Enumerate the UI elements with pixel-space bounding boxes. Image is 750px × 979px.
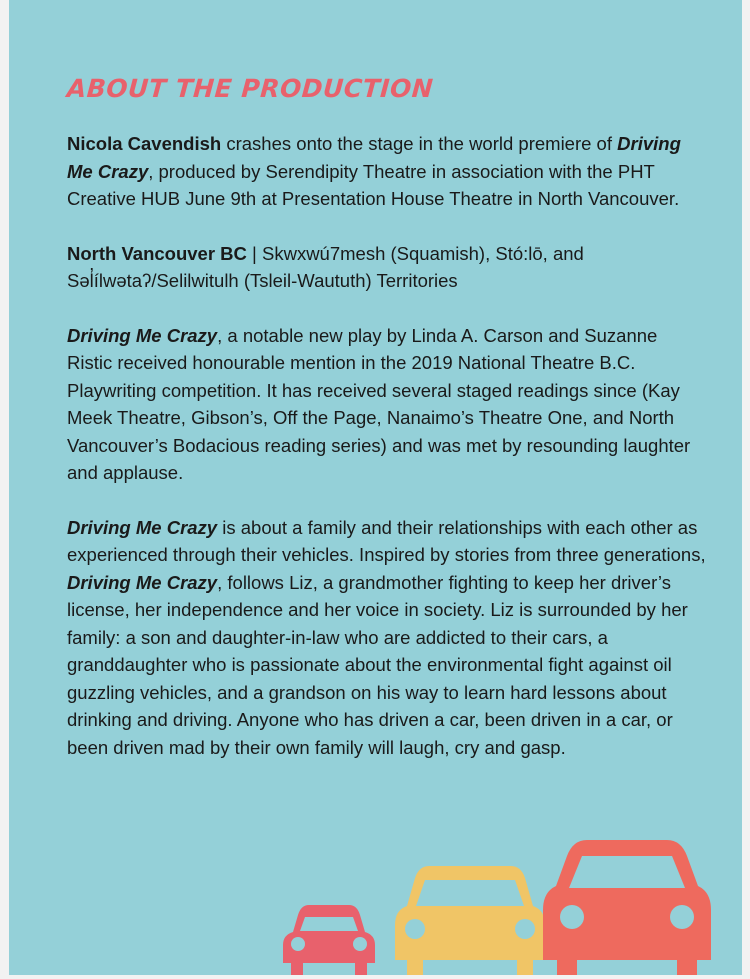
play-title: Driving Me Crazy	[67, 571, 218, 593]
text-run: , follows Liz, a grandmother fighting to keep her driver’s license, her independence and her voice in society. Liz is surrounded by her family: a son and daughter-in-law who are addicted to their cars, a granddaughter who is passionate about the environmental fight against oil guzzling vehicles, and a grandson on his way to learn hard lessons about drinking and driving. Anyone who has driven a car, been driven in a car, or been driven mad by their own family will laugh, cry and gasp.	[67, 571, 688, 758]
car-icon-large	[543, 840, 711, 975]
car-icon-medium	[395, 866, 545, 975]
paragraph-synopsis	[67, 514, 707, 762]
paragraph-territory	[67, 240, 707, 295]
text-run: , produced by Serendipity Theatre in association with the PHT Creative HUB June 9th at Presentation House Theatre in North Vancouver.	[67, 160, 680, 209]
brochure-page	[9, 0, 742, 975]
paragraph-history	[67, 322, 707, 487]
article-body	[67, 130, 707, 788]
play-title: Driving Me Crazy	[67, 133, 681, 182]
car-icon-small	[283, 905, 375, 975]
text-run: crashes onto the stage in the world premiere of	[221, 133, 618, 154]
text-run: is about a family and their relationships with each other as experienced through their vehicles. Inspired by stories from three generations,	[67, 516, 706, 565]
actor-name: Nicola Cavendish	[67, 133, 222, 154]
play-title: Driving Me Crazy	[67, 516, 218, 538]
section-heading: ABOUT THE PRODUCTION	[65, 74, 435, 103]
paragraph-intro	[67, 130, 707, 213]
text-run: , a notable new play by Linda A. Carson and Suzanne Ristic received honourable mention in the 2019 National Theatre B.C. Playwriting competition. It has received several staged readings since (Kay Meek Theatre, Gibson’s, Off the Page, Nanaimo’s Theatre One, and North Vancouver’s Bodacious reading series) and was met by resounding laughter and applause.	[67, 324, 691, 483]
location-name: North Vancouver BC	[67, 242, 247, 264]
text-run: | Skwxwú7mesh (Squamish), Stó:lō, and Səl̓ílwətaʔ/Selilwitulh (Tsleil-Waututh) Territories	[67, 242, 584, 291]
play-title: Driving Me Crazy	[67, 324, 218, 346]
